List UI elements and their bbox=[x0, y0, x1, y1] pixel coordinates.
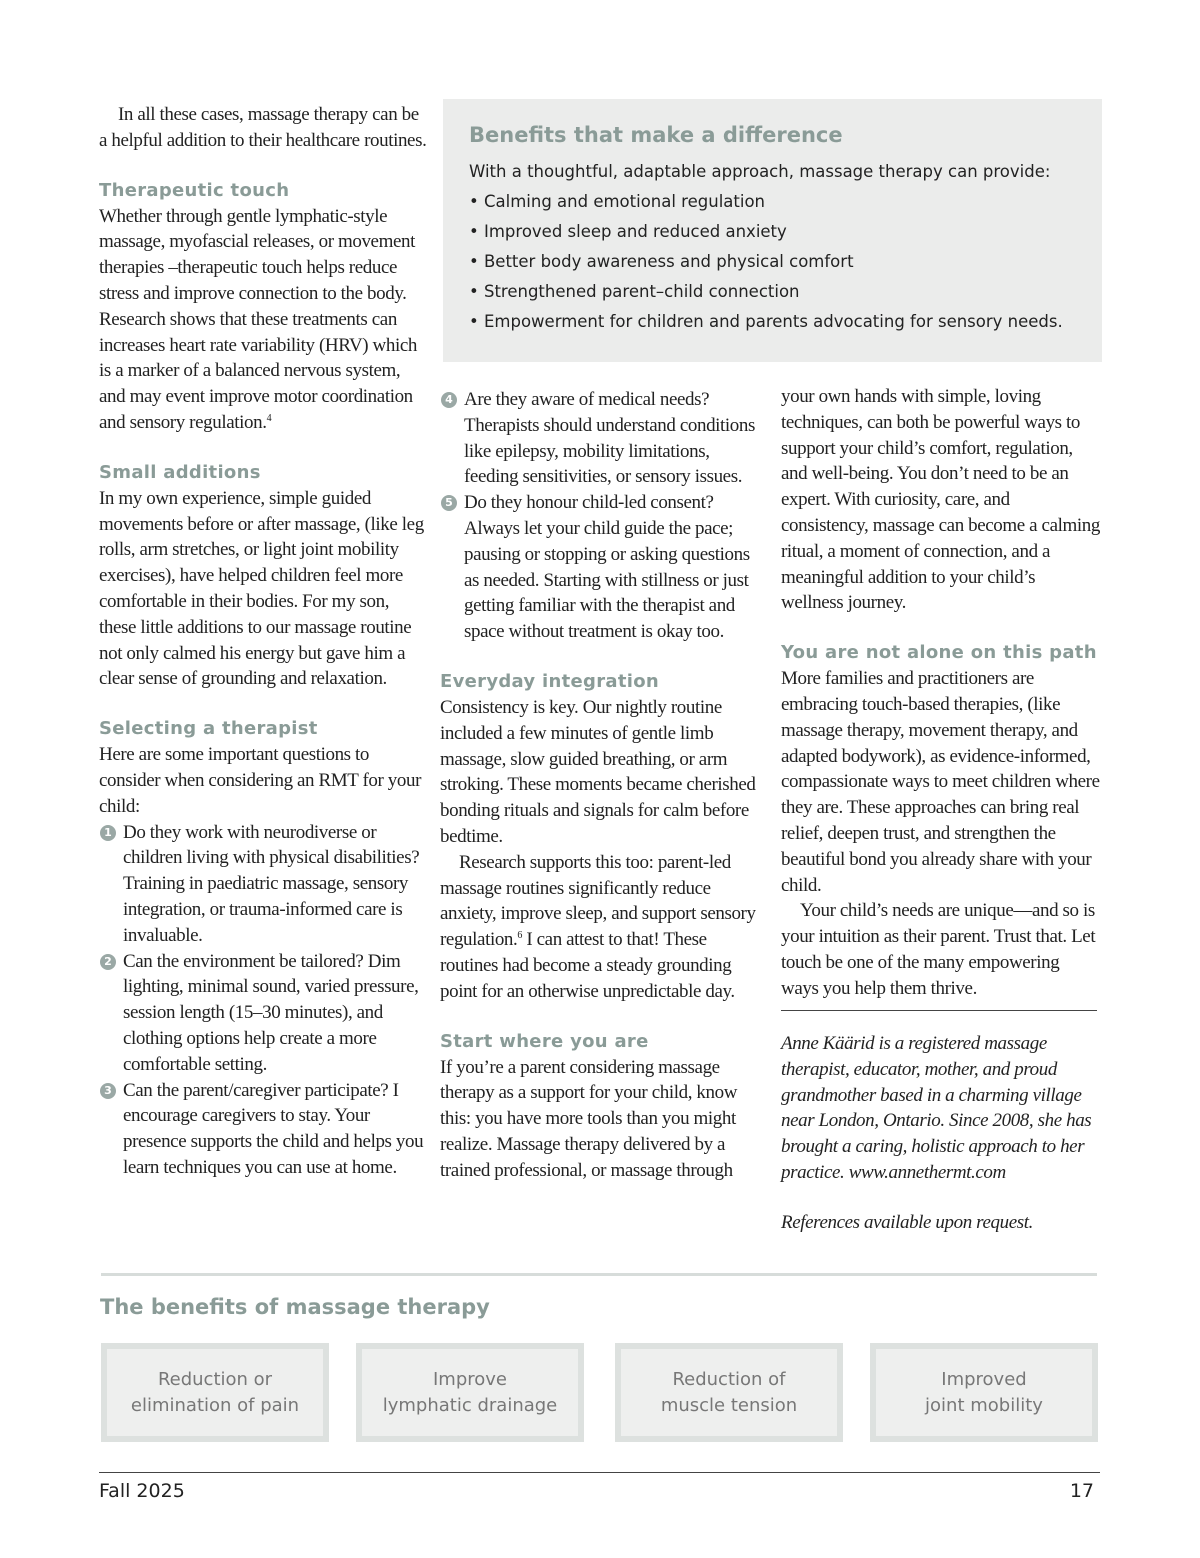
benefits-callout-title: Benefits that make a difference bbox=[469, 123, 843, 147]
benefits-callout-intro: With a thoughtful, adaptable approach, massage therapy can provide: bbox=[469, 162, 1051, 181]
question-5-text: Do they honour child-led consent? Always let your child guide the pace; pausing or stopping or asking questions as needed. Starting with stillness or just getting familiar with the therapist and space without treatment is okay too. bbox=[464, 492, 750, 643]
number-3-icon: 3 bbox=[100, 1083, 116, 1099]
therapist-questions-list bbox=[99, 820, 429, 1181]
benefit-card-pain bbox=[101, 1343, 329, 1442]
small-additions-heading: Small additions bbox=[99, 461, 261, 483]
column-1 bbox=[99, 102, 429, 1181]
number-5-icon: 5 bbox=[441, 495, 457, 511]
selecting-therapist-intro: Here are some important questions to consider when considering an RMT for your child: bbox=[99, 744, 422, 817]
therapeutic-touch-paragraph bbox=[99, 204, 429, 436]
benefit-item: • Improved sleep and reduced anxiety bbox=[469, 217, 1076, 247]
page-number: 17 bbox=[1069, 1480, 1094, 1502]
benefit-card-line: Reduction of bbox=[672, 1368, 786, 1390]
not-alone-paragraph-1: More families and practitioners are embracing touch-based therapies, (like massage therapy, movement therapy, and adapted bodywork), as evidence-informed, compassionate ways to meet children where they are. These approaches can bring real relief, deepen trust, and strengthen the beautiful bond you already share with your child. bbox=[781, 668, 1100, 896]
benefit-card-line: lymphatic drainage bbox=[382, 1394, 558, 1416]
column-2 bbox=[440, 387, 765, 1184]
reference-6: 6 bbox=[517, 930, 522, 942]
benefit-card-lymphatic bbox=[356, 1343, 584, 1442]
benefit-card-line: joint mobility bbox=[925, 1394, 1043, 1416]
question-item-3 bbox=[99, 1078, 429, 1181]
benefits-callout-list bbox=[469, 187, 1076, 337]
question-item-1 bbox=[99, 820, 429, 949]
number-1-icon: 1 bbox=[100, 825, 116, 841]
footer-divider bbox=[99, 1472, 1100, 1473]
benefits-callout-box bbox=[443, 99, 1102, 362]
benefit-card-line: elimination of pain bbox=[130, 1394, 300, 1416]
benefit-card-muscle bbox=[615, 1343, 843, 1442]
start-where-you-are-heading: Start where you are bbox=[440, 1030, 649, 1052]
not-alone-heading: You are not alone on this path bbox=[781, 642, 1097, 664]
question-4-text: Are they aware of medical needs? Therapists should understand conditions like epilepsy, mobility limitations, feeding sensitivities, or sensory issues. bbox=[464, 389, 755, 488]
therapeutic-touch-heading: Therapeutic touch bbox=[99, 179, 290, 201]
author-bio-block bbox=[781, 1031, 1101, 1236]
research-text: Research supports this too: parent-led massage routines significantly reduce anxiety, improve sleep, and support sensory regulation. bbox=[440, 851, 756, 951]
not-alone-paragraph-2: Your child’s needs are unique—and so is your intuition as their parent. Trust that. Let touch be one of the many empowering ways you help them thrive. bbox=[781, 900, 1096, 999]
benefit-card-line: Improved bbox=[941, 1368, 1027, 1390]
benefit-card-mobility bbox=[870, 1343, 1098, 1442]
question-item-4 bbox=[440, 387, 765, 490]
therapist-questions-list-continued bbox=[440, 387, 765, 645]
attest-text: I can attest to that! These routines had become a steady grounding point for an otherwise unpredictable day. bbox=[440, 929, 735, 1002]
benefit-item: • Strengthened parent–child connection bbox=[469, 277, 1076, 307]
references-note: References available upon request. bbox=[781, 1211, 1033, 1233]
column-3 bbox=[781, 384, 1101, 1002]
benefit-item: • Calming and emotional regulation bbox=[469, 187, 1076, 217]
question-item-5 bbox=[440, 490, 765, 645]
number-4-icon: 4 bbox=[441, 392, 457, 408]
benefit-card-line: Reduction or bbox=[157, 1368, 273, 1390]
benefit-item: • Better body awareness and physical comfort bbox=[469, 247, 1076, 277]
bio-divider bbox=[781, 1010, 1097, 1011]
small-additions-paragraph: In my own experience, simple guided movements before or after massage, (like leg rolls, arm stretches, or light joint mobility exercises), have helped children feel more comfortable in their bodies. For my son, these little additions to our massage routine not only calmed his energy but gave him a clear sense of grounding and relaxation. bbox=[99, 487, 424, 690]
everyday-integration-paragraph-2 bbox=[440, 850, 765, 1005]
question-item-2 bbox=[99, 949, 429, 1078]
reference-4: 4 bbox=[266, 412, 272, 424]
number-2-icon: 2 bbox=[100, 954, 116, 970]
start-where-you-are-paragraph: If you’re a parent considering massage therapy as a support for your child, know this: you have more tools than you might realize. Massage therapy delivered by a trained professional, or massage through bbox=[440, 1056, 738, 1181]
intro-paragraph: In all these cases, massage therapy can be a helpful addition to their healthcare routines. bbox=[99, 104, 427, 151]
selecting-therapist-heading: Selecting a therapist bbox=[99, 718, 318, 740]
continued-paragraph: your own hands with simple, loving techniques, can both be powerful ways to support your child’s comfort, regulation, and well-being. You don’t need to be an expert. With curiosity, care, and consistency, massage can become a calming ritual, a moment of connection, and a meaningful addition to your child’s wellness journey. bbox=[781, 386, 1100, 614]
everyday-integration-heading: Everyday integration bbox=[440, 670, 659, 692]
issue-label: Fall 2025 bbox=[99, 1480, 185, 1502]
benefit-card-line: Improve bbox=[432, 1368, 507, 1390]
therapeutic-touch-text: Whether through gentle lymphatic-style massage, myofascial releases, or movement therapies –therapeutic touch helps reduce stress and improve connection to the body. Research shows that these treatments can increases heart rate variability (HRV) which is a marker of a balanced nervous system, and may event improve motor coordination and sensory regulation. bbox=[99, 205, 417, 433]
question-2-text: Can the environment be tailored? Dim lighting, minimal sound, varied pressure, session length (15–30 minutes), and clothing options help create a more comfortable setting. bbox=[123, 950, 419, 1075]
question-3-text: Can the parent/caregiver participate? I encourage caregivers to stay. Your presence supports the child and helps you learn techniques you can use at home. bbox=[123, 1079, 424, 1178]
benefits-section-title: The benefits of massage therapy bbox=[100, 1295, 490, 1319]
author-bio: Anne Käärid is a registered massage therapist, educator, mother, and proud grandmother based in a charming village near London, Ontario. Since 2008, she has brought a caring, holistic approach to her practice. www.annethermt.com bbox=[781, 1033, 1092, 1183]
question-1-text: Do they work with neurodiverse or children living with physical disabilities? Training in paediatric massage, sensory integration, or trauma-informed care is invaluable. bbox=[123, 821, 420, 946]
section-divider bbox=[101, 1273, 1097, 1276]
benefit-card-line: muscle tension bbox=[660, 1394, 798, 1416]
everyday-integration-paragraph-1: Consistency is key. Our nightly routine included a few minutes of gentle limb massage, slow guided breathing, or arm stroking. These moments became cherished bonding rituals and signals for calm before bedtime. bbox=[440, 696, 756, 847]
benefit-item: • Empowerment for children and parents advocating for sensory needs. bbox=[469, 307, 1076, 337]
